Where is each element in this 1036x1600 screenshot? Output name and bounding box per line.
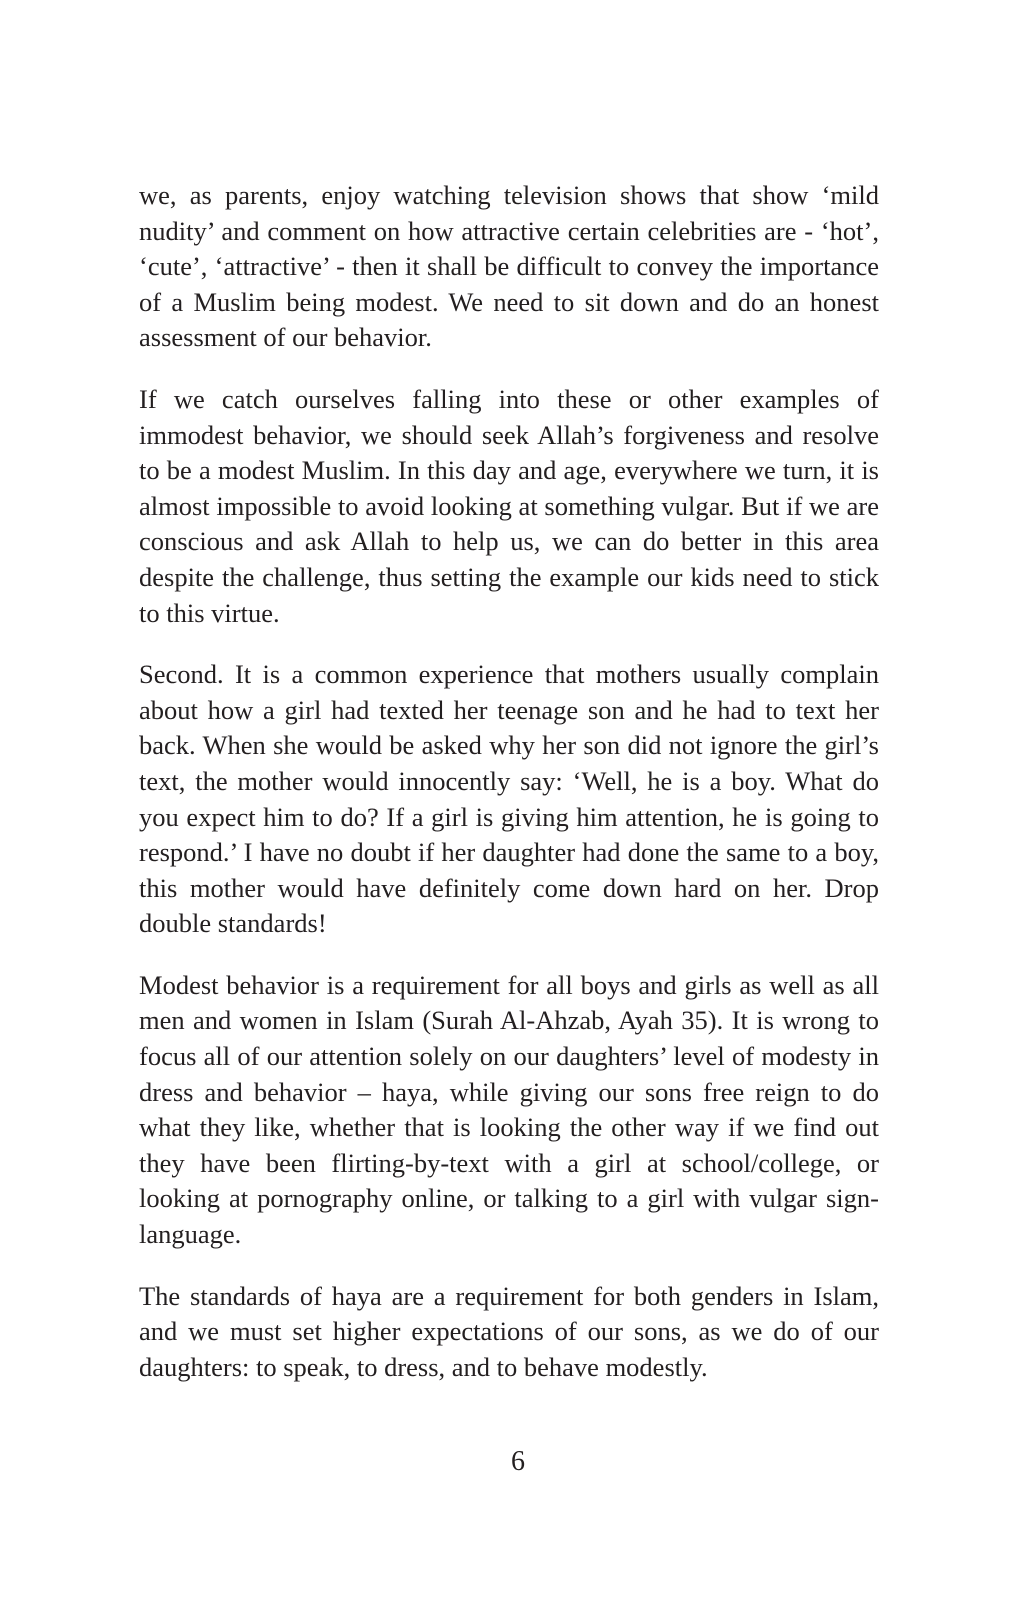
paragraph-4: Modest behavior is a requirement for all boys and girls as well as all men and women in Islam (Surah Al-Ahzab, Ayah 35). It is wrong to focus all of our attention solely on our daughters’ level of modesty in dress and behavior – haya, while giving our sons free reign to do what they like, whether that is looking the other way if we find out they have been flirting-by-text with a girl at school/college, or looking at pornography online, or talking to a girl with vulgar sign-language.: [139, 969, 879, 1250]
paragraph-3: Second. It is a common experience that mothers usually complain about how a girl had texted her teenage son and he had to text her back. When she would be asked why her son did not ignore the girl’s text, the mother would innocently say: ‘Well, he is a boy. What do you expect him to do? If a girl is giving him attention, he is going to respond.’ I have no doubt if her daughter had done the same to a boy, this mother would have definitely come down hard on her. Drop double standards!: [139, 659, 879, 939]
paragraph-1: we, as parents, enjoy watching television shows that show ‘mild nudity’ and comment on how attractive certain celebrities are - ‘hot’, ‘cute’, ‘attractive’ - then it shall be difficult to convey the importance of a Muslim being modest. We need to sit down and do an honest assessment of our behavior.: [139, 180, 879, 353]
body-text: [139, 178, 879, 1411]
paragraph-2: If we catch ourselves falling into these or other examples of immodest behavior, we should seek Allah’s forgiveness and resolve to be a modest Muslim. In this day and age, everywhere we turn, it is almost impossible to avoid looking at something vulgar. But if we are conscious and ask Allah to help us, we can do better in this area despite the challenge, thus setting the example our kids need to stick to this virtue.: [139, 383, 879, 628]
paragraph-5: The standards of haya are a requirement for both genders in Islam, and we must set higher expectations of our sons, as we do of our daughters: to speak, to dress, and to behave modestly.: [139, 1280, 879, 1382]
page-number: 6: [511, 1446, 525, 1477]
